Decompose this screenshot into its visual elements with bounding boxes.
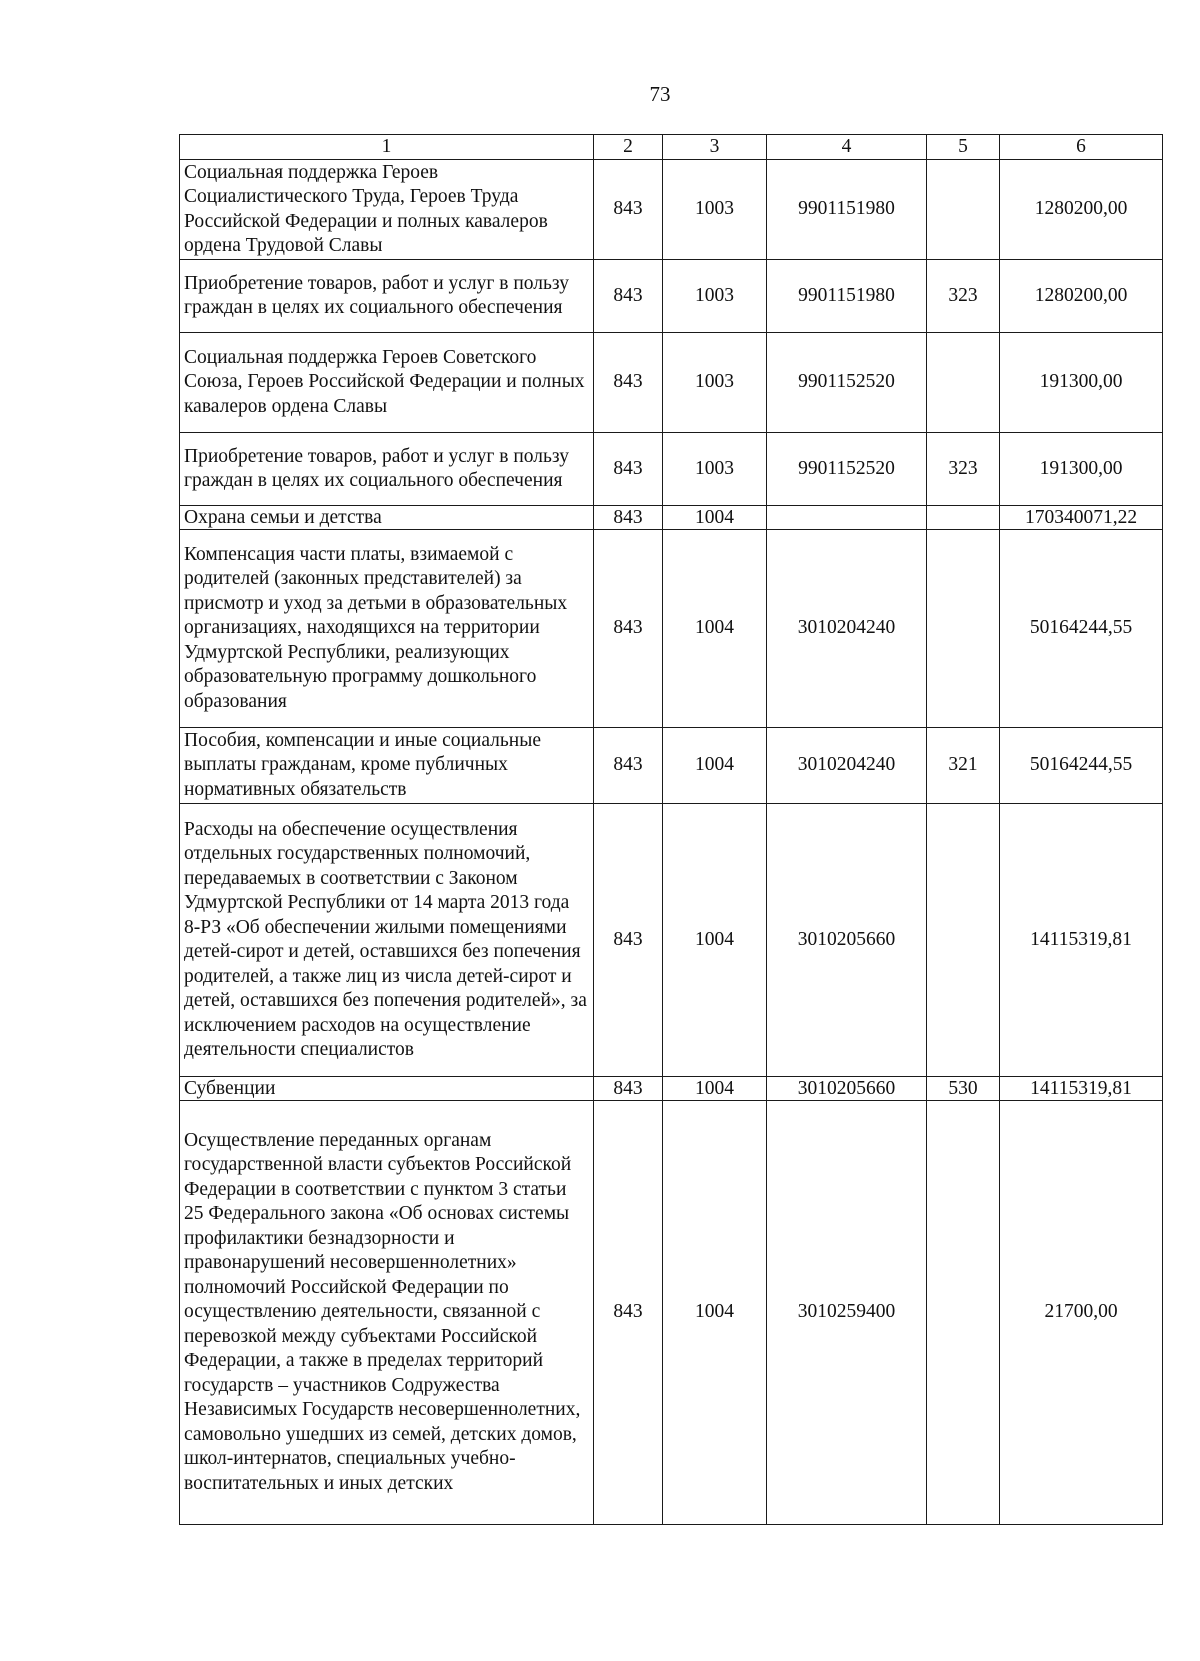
column-header: 4 (767, 135, 927, 160)
row-grbs: 843 (594, 506, 663, 530)
row-target: 9901152520 (767, 433, 927, 506)
row-type (927, 530, 1000, 728)
row-name: Социальная поддержка Героев Советского Союза, Героев Российской Федерации и полных кавалеров ордена Славы (180, 333, 594, 433)
row-grbs: 843 (594, 1101, 663, 1525)
table-row (180, 260, 1163, 333)
table-row (180, 506, 1163, 530)
row-section: 1003 (663, 333, 767, 433)
row-grbs: 843 (594, 160, 663, 260)
row-name: Осуществление переданных органам государственной власти субъектов Российской Федерации в соответствии с пунктом 3 статьи 25 Федерального закона «Об основах системы профилактики безнадзорности и правонарушений несовершеннолетних» полномочий Российской Федерации по осуществлению деятельности, связанной с перевозкой между субъектами Российской Федерации, а также в пределах территорий государств – участников Содружества Независимых Государств несовершеннолетних, самовольно ушедших из семей, детских домов, школ-интернатов, специальных учебно-воспитательных и иных детских (180, 1101, 594, 1525)
row-type (927, 333, 1000, 433)
row-section: 1004 (663, 804, 767, 1077)
row-amount: 191300,00 (1000, 433, 1163, 506)
table-row (180, 804, 1163, 1077)
row-name: Приобретение товаров, работ и услуг в пользу граждан в целях их социального обеспечения (180, 260, 594, 333)
row-section: 1003 (663, 160, 767, 260)
row-grbs: 843 (594, 433, 663, 506)
row-target: 3010204240 (767, 530, 927, 728)
row-section: 1003 (663, 260, 767, 333)
table-row (180, 1077, 1163, 1101)
row-amount: 1280200,00 (1000, 260, 1163, 333)
row-amount: 1280200,00 (1000, 160, 1163, 260)
row-name: Субвенции (180, 1077, 594, 1101)
row-type (927, 160, 1000, 260)
row-section: 1004 (663, 1077, 767, 1101)
row-target: 3010205660 (767, 804, 927, 1077)
column-header: 2 (594, 135, 663, 160)
table-header-row (180, 135, 1163, 160)
row-grbs: 843 (594, 260, 663, 333)
table-row (180, 1101, 1163, 1525)
row-section: 1004 (663, 506, 767, 530)
row-target: 3010205660 (767, 1077, 927, 1101)
row-section: 1004 (663, 728, 767, 804)
table-row (180, 530, 1163, 728)
row-type: 323 (927, 260, 1000, 333)
column-header: 1 (180, 135, 594, 160)
row-section: 1003 (663, 433, 767, 506)
row-name: Расходы на обеспечение осуществления отдельных государственных полномочий, передаваемых в соответствии с Законом Удмуртской Республики от 14 марта 2013 года 8-РЗ «Об обеспечении жилыми помещениями детей-сирот и детей, оставшихся без попечения родителей, а также лиц из числа детей-сирот и детей, оставшихся без попечения родителей», за исключением расходов на осуществление деятельности специалистов (180, 804, 594, 1077)
row-amount: 170340071,22 (1000, 506, 1163, 530)
column-header: 6 (1000, 135, 1163, 160)
row-section: 1004 (663, 1101, 767, 1525)
row-target (767, 506, 927, 530)
row-type: 321 (927, 728, 1000, 804)
row-name: Охрана семьи и детства (180, 506, 594, 530)
row-target: 9901151980 (767, 260, 927, 333)
row-amount: 191300,00 (1000, 333, 1163, 433)
row-target: 9901152520 (767, 333, 927, 433)
row-name: Социальная поддержка Героев Социалистического Труда, Героев Труда Российской Федерации и полных кавалеров ордена Трудовой Славы (180, 160, 594, 260)
column-header: 3 (663, 135, 767, 160)
row-grbs: 843 (594, 728, 663, 804)
table-row (180, 728, 1163, 804)
row-target: 3010204240 (767, 728, 927, 804)
row-name: Пособия, компенсации и иные социальные выплаты гражданам, кроме публичных нормативных обязательств (180, 728, 594, 804)
row-section: 1004 (663, 530, 767, 728)
row-type (927, 1101, 1000, 1525)
row-name: Компенсация части платы, взимаемой с родителей (законных представителей) за присмотр и уход за детьми в образовательных организациях, находящихся на территории Удмуртской Республики, реализующих образовательную программу дошкольного образования (180, 530, 594, 728)
row-amount: 14115319,81 (1000, 804, 1163, 1077)
row-grbs: 843 (594, 333, 663, 433)
table-row (180, 160, 1163, 260)
table-row (180, 333, 1163, 433)
row-grbs: 843 (594, 804, 663, 1077)
page-number: 73 (649, 82, 671, 106)
row-target: 3010259400 (767, 1101, 927, 1525)
row-type (927, 804, 1000, 1077)
budget-table (179, 134, 1163, 1525)
row-amount: 50164244,55 (1000, 728, 1163, 804)
row-target: 9901151980 (767, 160, 927, 260)
row-type (927, 506, 1000, 530)
column-header: 5 (927, 135, 1000, 160)
row-amount: 21700,00 (1000, 1101, 1163, 1525)
table-row (180, 433, 1163, 506)
row-grbs: 843 (594, 1077, 663, 1101)
row-grbs: 843 (594, 530, 663, 728)
row-name: Приобретение товаров, работ и услуг в пользу граждан в целях их социального обеспечения (180, 433, 594, 506)
row-amount: 50164244,55 (1000, 530, 1163, 728)
row-type: 530 (927, 1077, 1000, 1101)
row-amount: 14115319,81 (1000, 1077, 1163, 1101)
row-type: 323 (927, 433, 1000, 506)
